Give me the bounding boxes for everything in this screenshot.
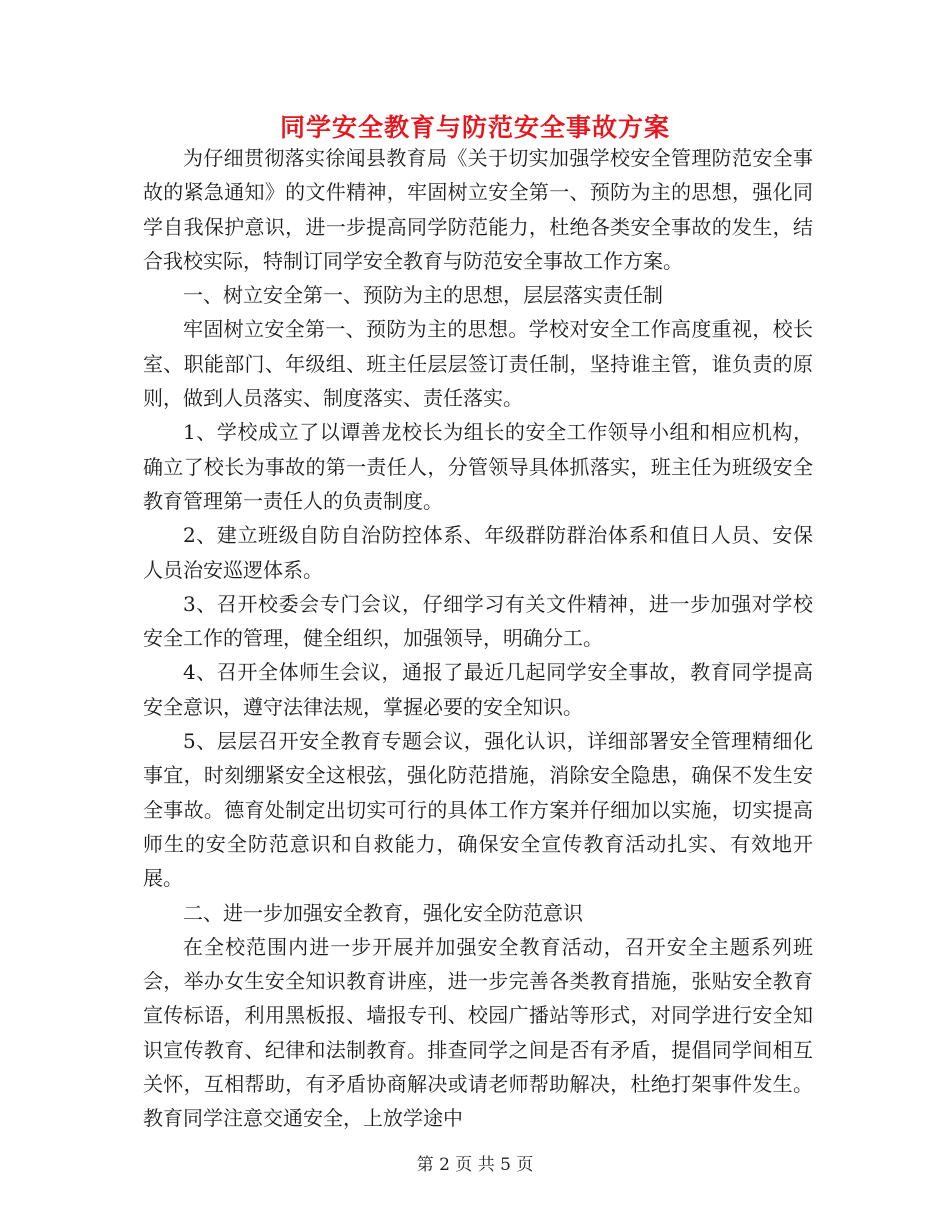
paragraph-1: 牢固树立安全第一、预防为主的思想。学校对安全工作高度重视，校长室、职能部门、年级组、班主任层层签订责任制，坚持谁主管，谁负责的原则，做到人员落实、制度落实、责任落实。 — [143, 317, 813, 411]
section-heading-2: 二、进一步加强安全教育，强化安全防范意识 — [183, 900, 583, 925]
paragraph-item-3: 3、召开校委会专门会议，仔细学习有关文件精神，进一步加强对学校安全工作的管理，健全组织，加强领导，明确分工。 — [143, 591, 813, 651]
paragraph-item-4: 4、召开全体师生会议，通报了最近几起同学安全事故，教育同学提高安全意识，遵守法律法规，掌握必要的安全知识。 — [143, 660, 813, 719]
paragraph-2: 在全校范围内进一步开展并加强安全教育活动，召开安全主题系列班会，举办女生安全知识教育讲座，进一步完善各类教育措施，张贴安全教育宣传标语，利用黑板报、墙报专刊、校园广播站等形式，对同学进行安全知识宣传教育、纪律和法制教育。排查同学之间是否有矛盾，提倡同学间相互关怀，互相帮助，有矛盾协商解决或请老师帮助解决，杜绝打架事件发生。教育同学注意交通安全，上放学途中 — [143, 934, 813, 1131]
paragraph-intro: 为仔细贯彻落实徐闻县教育局《关于切实加强学校安全管理防范安全事故的紧急通知》的文件精神，牢固树立安全第一、预防为主的思想，强化同学自我保护意识，进一步提高同学防范能力，杜绝各类安全事故的发生，结合我校实际，特制订同学安全教育与防范安全事故工作方案。 — [143, 146, 813, 273]
paragraph-item-2: 2、建立班级自防自治防控体系、年级群防群治体系和值日人员、安保人员治安巡逻体系。 — [143, 523, 813, 582]
section-heading-1: 一、树立安全第一、预防为主的思想，层层落实责任制 — [183, 283, 663, 308]
paragraph-item-1: 1、学校成立了以谭善龙校长为组长的安全工作领导小组和相应机构，确立了校长为事故的第一责任人，分管领导具体抓落实，班主任为班级安全教育管理第一责任人的负责制度。 — [143, 420, 813, 513]
document-title: 同学安全教育与防范安全事故方案 — [279, 113, 670, 142]
document-body — [143, 141, 813, 1136]
paragraph-item-5: 5、层层召开安全教育专题会议，强化认识，详细部署安全管理精细化事宜，时刻绷紧安全这根弦，强化防范措施，消除安全隐患，确保不发生安全事故。德育处制定出切实可行的具体工作方案并仔细加以实施，切实提高师生的安全防范意识和自救能力，确保安全宣传教育活动扎实、有效地开展。 — [143, 729, 813, 891]
page-footer: 第 2 页 共 5 页 — [416, 1155, 534, 1175]
